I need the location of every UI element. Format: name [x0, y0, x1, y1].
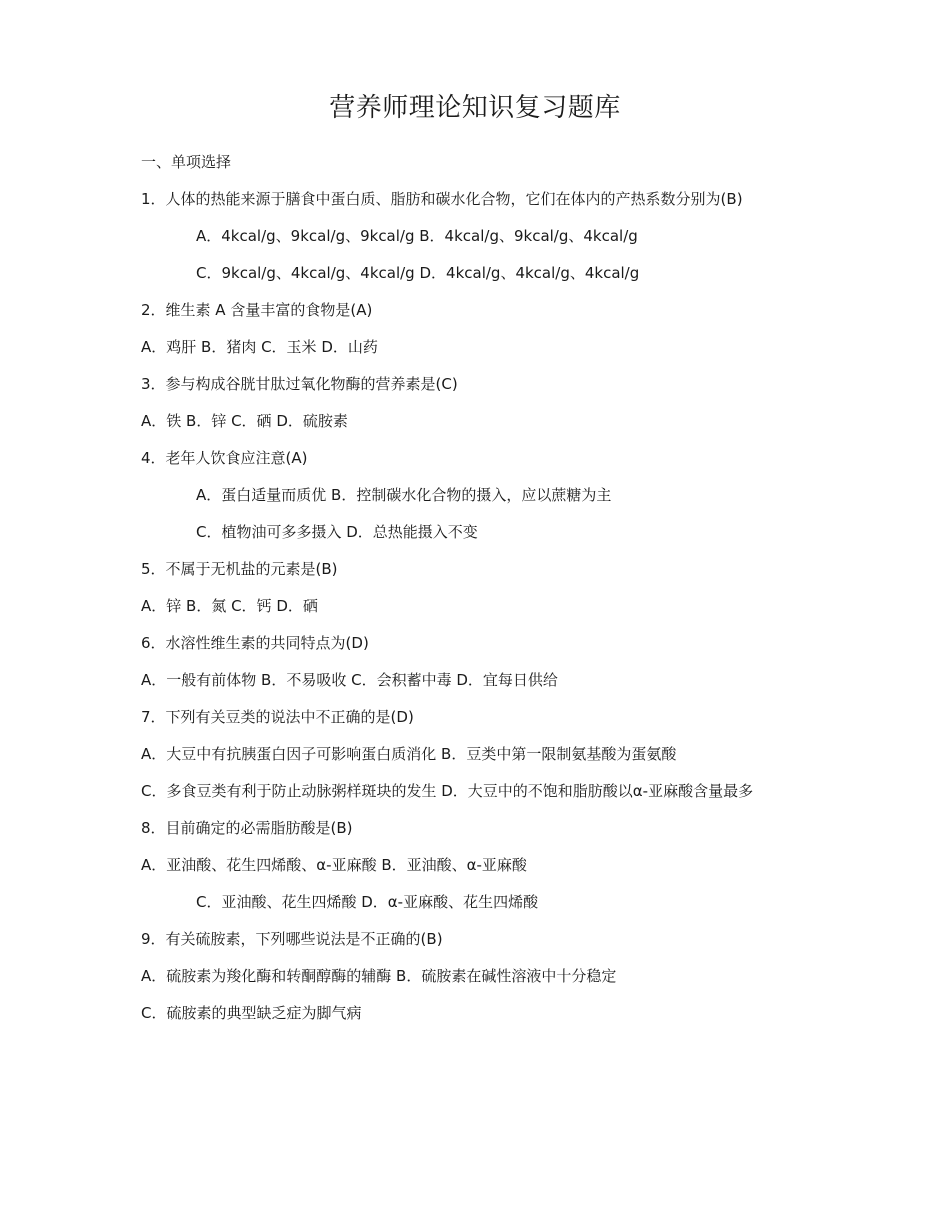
question-4-options-cd: C．植物油可多多摄入 D．总热能摄入不变: [196, 523, 478, 541]
question-7-options-ab: A．大豆中有抗胰蛋白因子可影响蛋白质消化 B．豆类中第一限制氨基酸为蛋氨酸: [141, 745, 677, 763]
question-3-options: A．铁 B．锌 C．硒 D．硫胺素: [141, 412, 348, 430]
question-2-options: A．鸡肝 B．猪肉 C．玉米 D．山药: [141, 338, 378, 356]
question-5-options: A．锌 B．氮 C．钙 D．硒: [141, 597, 318, 615]
question-1: 1．人体的热能来源于膳食中蛋白质、脂肪和碳水化合物，它们在体内的产热系数分别为(B): [141, 190, 743, 208]
question-1-options-cd: C．9kcal/g、4kcal/g、4kcal/g D．4kcal/g、4kcal/g、4kcal/g: [196, 264, 640, 282]
page-title: 营养师理论知识复习题库: [329, 93, 621, 123]
question-8-options-cd: C．亚油酸、花生四烯酸 D．α-亚麻酸、花生四烯酸: [196, 893, 539, 911]
question-6: 6．水溶性维生素的共同特点为(D): [141, 634, 369, 652]
question-9-options-ab: A．硫胺素为羧化酶和转酮醇酶的辅酶 B．硫胺素在碱性溶液中十分稳定: [141, 967, 617, 985]
question-7-options-cd: C．多食豆类有利于防止动脉粥样斑块的发生 D．大豆中的不饱和脂肪酸以α-亚麻酸含量最多: [141, 782, 754, 800]
question-3: 3．参与构成谷胱甘肽过氧化物酶的营养素是(C): [141, 375, 458, 393]
section-heading: 一、单项选择: [141, 153, 232, 171]
question-7: 7．下列有关豆类的说法中不正确的是(D): [141, 708, 414, 726]
question-8: 8．目前确定的必需脂肪酸是(B): [141, 819, 353, 837]
question-1-options-ab: A．4kcal/g、9kcal/g、9kcal/g B．4kcal/g、9kcal/g、4kcal/g: [196, 227, 638, 245]
document-body: [141, 149, 806, 1037]
question-5: 5．不属于无机盐的元素是(B): [141, 560, 338, 578]
question-4: 4．老年人饮食应注意(A): [141, 449, 308, 467]
question-4-options-ab: A．蛋白适量而质优 B．控制碳水化合物的摄入，应以蔗糖为主: [196, 486, 612, 504]
question-6-options: A．一般有前体物 B．不易吸收 C．会积蓄中毒 D．宜每日供给: [141, 671, 558, 689]
question-8-options-ab: A．亚油酸、花生四烯酸、α-亚麻酸 B．亚油酸、α-亚麻酸: [141, 856, 527, 874]
question-9-option-c: C．硫胺素的典型缺乏症为脚气病: [141, 1004, 362, 1022]
question-9: 9．有关硫胺素，下列哪些说法是不正确的(B): [141, 930, 443, 948]
question-2: 2．维生素 A 含量丰富的食物是(A): [141, 301, 373, 319]
